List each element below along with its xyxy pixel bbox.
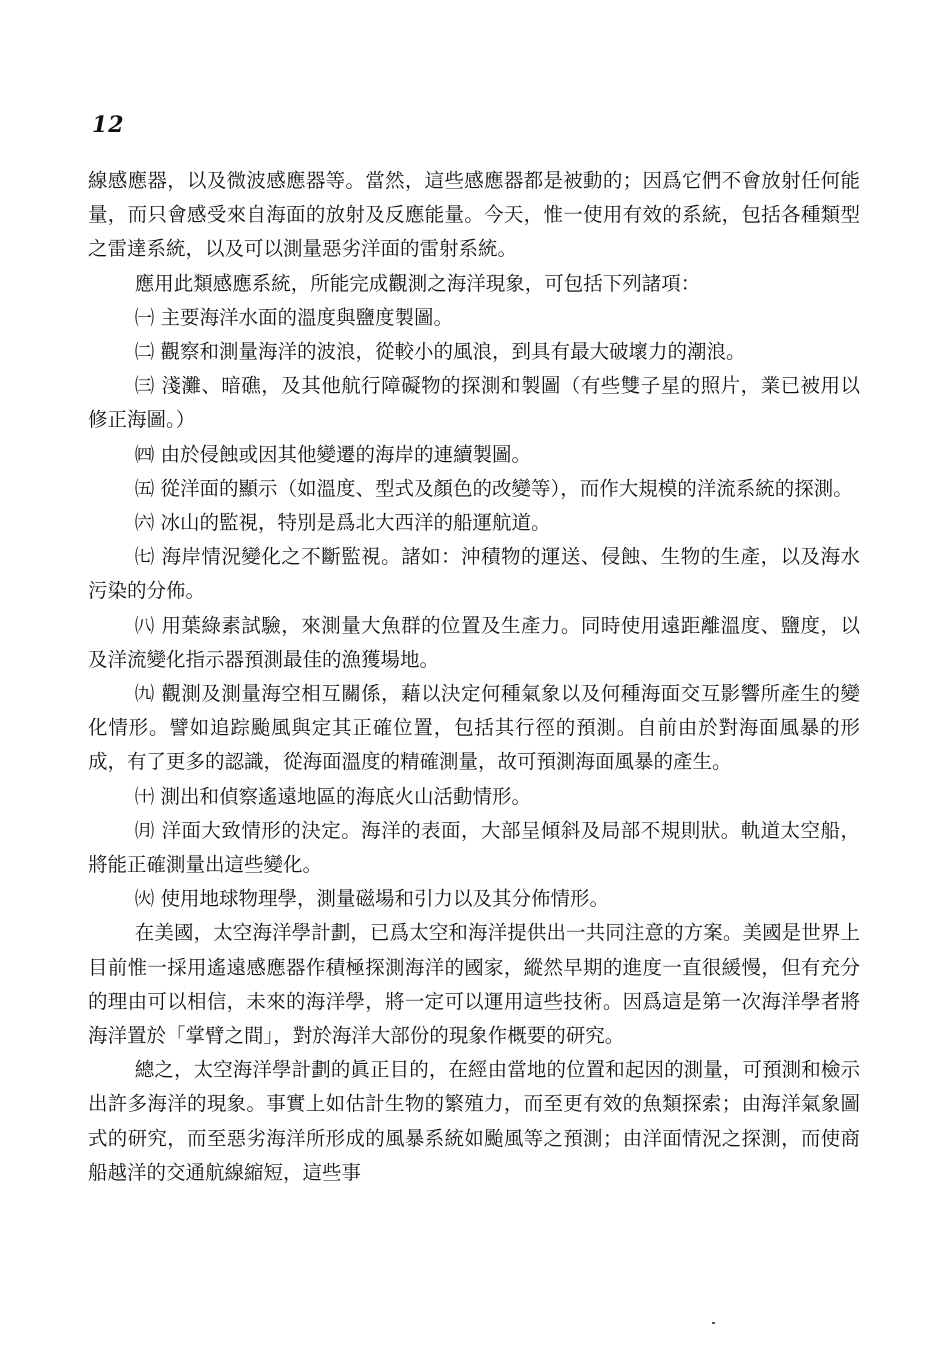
list-item-10: ㈩ 測出和偵察遙遠地區的海底火山活動情形。 bbox=[134, 784, 531, 808]
list-item-4: ㈣ 由於侵蝕或因其他變遷的海岸的連續製圖。 bbox=[134, 442, 531, 466]
list-item-11: ㈪ 洋面大致情形的決定。海洋的表面，大部呈傾斜及局部不規則狀。軌道太空船，將能正確測量出這些變化。 bbox=[88, 818, 860, 877]
paragraph-continuation: 線感應器，以及微波感應器等。當然，這些感應器都是被動的；因爲它們不會放射任何能量，而只會感受來自海面的放射及反應能量。今天，惟一使用有效的系統，包括各種類型之雷達系統，以及可以測量惡劣洋面的雷射系統。 bbox=[88, 169, 860, 261]
scan-speck bbox=[712, 1322, 715, 1324]
paragraph-intro: 應用此類感應系統，所能完成觀測之海洋現象，可包括下列諸項： bbox=[134, 271, 701, 295]
paragraph-conclusion: 總之，太空海洋學計劃的眞正目的，在經由當地的位置和起因的測量，可預測和檢示出許多海洋的現象。事實上如估計生物的繁殖力，而至更有效的魚類探索；由海洋氣象圖式的研究，而至惡劣海洋所形成的風暴系統如颱風等之預測；由洋面情況之探測，而使商船越洋的交通航線縮短，這些事 bbox=[88, 1058, 860, 1184]
paragraph-usa: 在美國，太空海洋學計劃，已爲太空和海洋提供出一共同注意的方案。美國是世界上目前惟一採用遙遠感應器作積極探測海洋的國家，縱然早期的進度一直很緩慢，但有充分的理由可以相信，未來的海洋學，將一定可以運用這些技術。因爲這是第一次海洋學者將海洋置於「掌臂之間」，對於海洋大部份的現象作概要的研究。 bbox=[88, 921, 860, 1048]
list-item-8: ㈧ 用葉綠素試驗，來測量大魚群的位置及生產力。同時使用遠距離溫度、鹽度，以及洋流變化指示器預測最佳的漁獲場地。 bbox=[88, 613, 860, 671]
list-item-9: ㈨ 觀測及測量海空相互關係，藉以決定何種氣象以及何種海面交互影響所產生的變化情形。譬如追踪颱風與定其正確位置，包括其行徑的預測。自前由於對海面風暴的形成，有了更多的認識，從海面溫度的精確測量，故可預測海面風暴的產生。 bbox=[88, 682, 860, 774]
list-item-12: ㈫ 使用地球物理學，測量磁場和引力以及其分佈情形。 bbox=[134, 887, 609, 911]
body-text bbox=[88, 164, 860, 1190]
list-item-5: ㈤ 從洋面的顯示（如溫度、型式及顏色的改變等），而作大規模的洋流系統的探測。 bbox=[134, 476, 853, 500]
list-item-7: ㈦ 海岸情況變化之不斷監視。諸如：沖積物的運送、侵蝕、生物的生產，以及海水污染的分佈。 bbox=[88, 545, 860, 603]
list-item-6: ㈥ 冰山的監視，特別是爲北大西洋的船運航道。 bbox=[134, 511, 551, 535]
list-item-2: ㈡ 觀察和測量海洋的波浪，從較小的風浪，到具有最大破壞力的潮浪。 bbox=[134, 340, 746, 364]
list-item-3: ㈢ 淺灘、暗礁，及其他航行障礙物的探測和製圖（有些雙子星的照片，業已被用以修正海圖。） bbox=[88, 374, 860, 432]
list-item-1: ㈠ 主要海洋水面的溫度與鹽度製圖。 bbox=[134, 305, 453, 329]
page-number: 12 bbox=[92, 112, 125, 138]
